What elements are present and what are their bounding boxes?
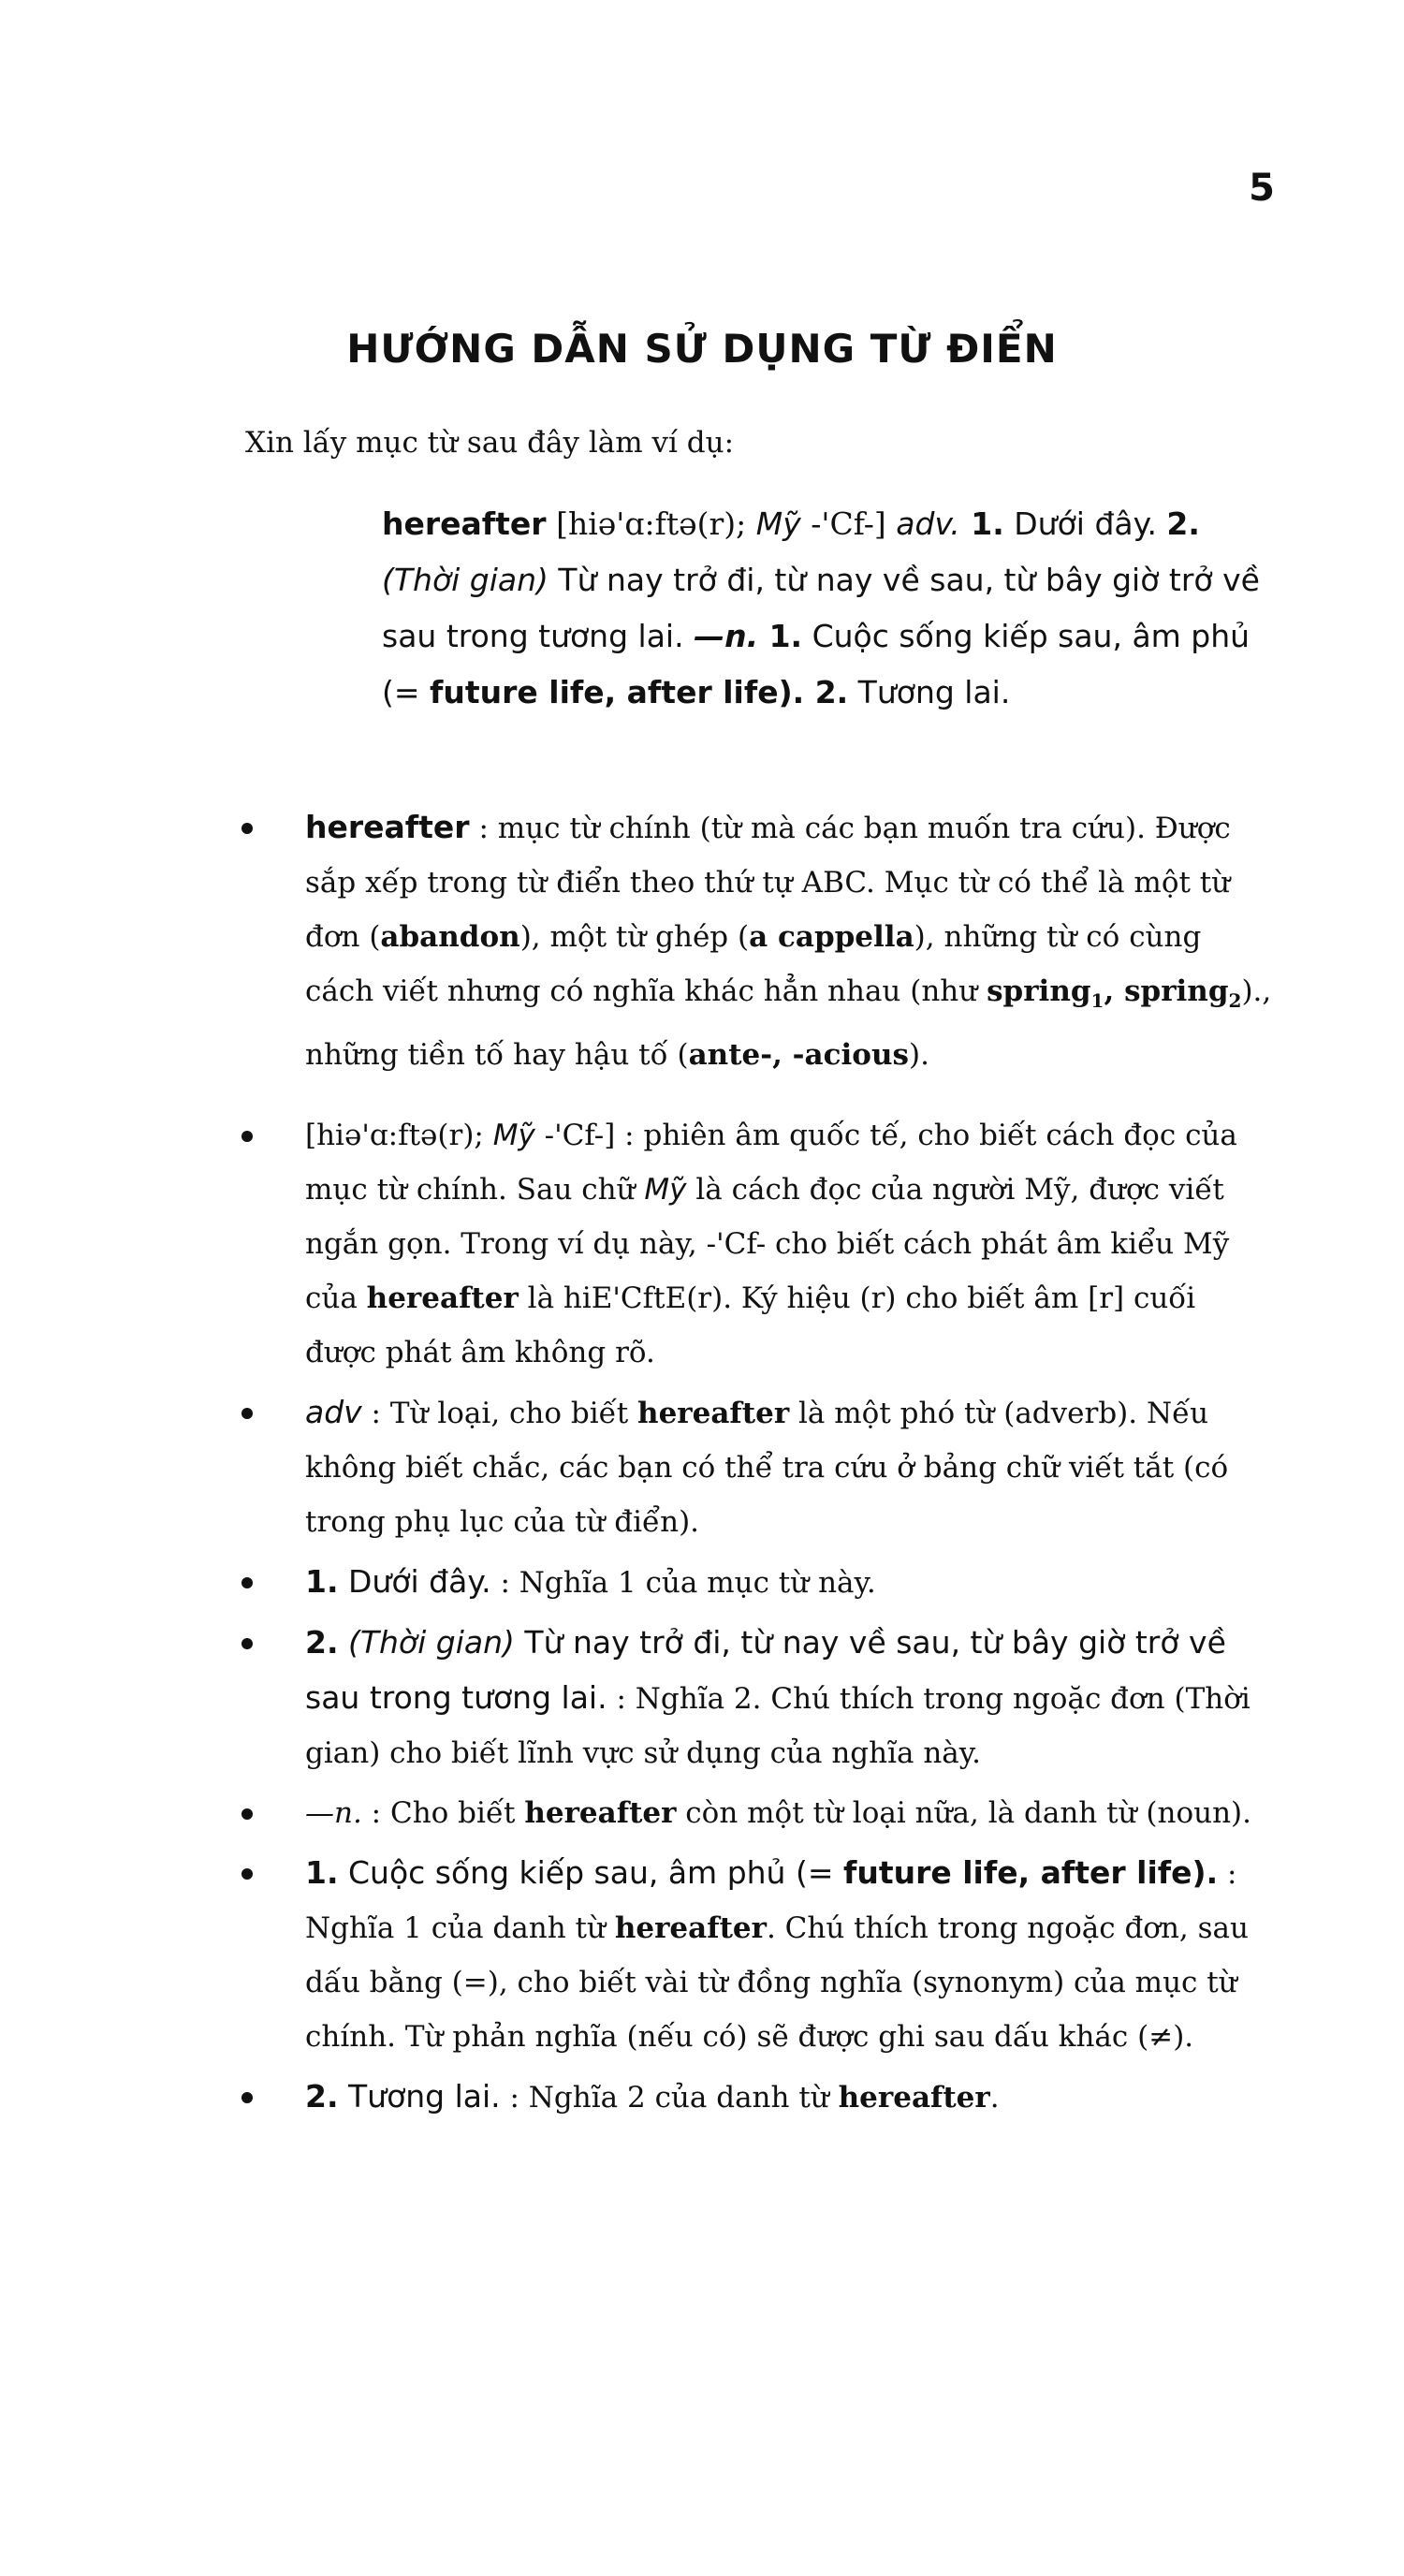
sample-noun-pos: —n. — [694, 618, 759, 654]
sample-pronunciation: [hiə'ɑ:ftə(r); — [546, 505, 756, 542]
sample-sense-2-text: Từ nay trở đi, từ nay về sau, từ bây giờ trở về sau trong tương lai. — [382, 562, 1260, 654]
note-text: , — [1104, 974, 1125, 1008]
note-text: còn một từ loại nữa, là danh từ (noun). — [676, 1796, 1251, 1831]
note-text: ), một từ ghép ( — [519, 920, 750, 954]
bullet-icon — [241, 1577, 253, 1588]
note-example: abandon — [380, 920, 520, 954]
note-headword — [215, 800, 1273, 1082]
note-label: [hiə'ɑ:ftə(r); — [305, 1119, 493, 1153]
page-number: 5 — [1249, 167, 1275, 210]
bullet-icon — [241, 2092, 253, 2103]
note-example: ante-, -acious — [688, 1038, 909, 1073]
explanation-list — [215, 800, 1273, 2130]
note-label: hereafter — [305, 809, 470, 845]
note-text: : mục từ chính (từ mà các bạn muốn tra cứu). Được sắp xếp trong từ điển theo thứ tự ABC. Mục từ có thể là một từ đơn ( — [305, 812, 1231, 954]
note-text: : Nghĩa 1 của mục từ này. — [490, 1566, 876, 1601]
note-text: : Từ loại, cho biết — [361, 1397, 638, 1431]
note-example: hereafter — [366, 1281, 519, 1316]
note-text: . — [989, 2081, 1000, 2115]
sample-noun-sense-1-text: Cuộc sống kiếp sau, âm phủ (= — [382, 618, 1250, 710]
note-noun — [215, 1786, 1273, 1840]
note-subscript: 1 — [1090, 989, 1104, 1013]
note-text: . Chú thích trong ngoặc đơn, sau dấu bằng (=), cho biết vài từ đồng nghĩa (synonym) của mục từ chính. Từ phản nghĩa (nếu có) sẽ được ghi sau dấu khác (≠). — [305, 1911, 1249, 2055]
bullet-icon — [241, 1638, 253, 1649]
note-text: : Nghĩa 2. Chú thích trong ngoặc đơn (Thời gian) cho biết lĩnh vực sử dụng của nghĩa này. — [305, 1682, 1250, 1771]
sample-noun-sense-1-close: ). — [778, 674, 815, 710]
bullet-icon — [241, 1131, 253, 1142]
note-label: Mỹ — [492, 1119, 535, 1153]
note-text: Mỹ — [644, 1173, 687, 1208]
note-example: hereafter — [637, 1397, 790, 1431]
intro-text: Xin lấy mục từ sau đây làm ví dụ: — [245, 426, 735, 460]
note-label: Từ nay trở đi, từ nay về sau, từ bây giờ trở về sau trong tương lai. — [305, 1624, 1226, 1717]
bullet-icon — [241, 1868, 253, 1880]
sample-sense-2-number: 2. — [1166, 505, 1200, 542]
note-text: ), những từ có cùng cách viết nhưng có nghĩa khác hẳn nhau (như — [305, 920, 1202, 1008]
sample-us-label: Mỹ — [755, 505, 801, 542]
note-text: : Cho biết — [361, 1796, 525, 1831]
note-example: hereafter — [614, 1911, 767, 1946]
note-subscript: 2 — [1228, 989, 1242, 1013]
note-example: hereafter — [838, 2081, 990, 2115]
sample-us-pronunciation: -'Cf-] — [800, 505, 897, 542]
note-example: spring — [1124, 974, 1229, 1008]
note-example: spring — [987, 974, 1091, 1008]
note-label: 1. — [305, 1563, 339, 1601]
note-label: 2. — [305, 1624, 339, 1661]
page-title: HƯỚNG DẪN SỬ DỤNG TỪ ĐIỂN — [346, 326, 1058, 372]
note-text: là một phó từ (adverb). Nếu không biết chắc, các bạn có thể tra cứu ở bảng chữ viết tắt (có trong phụ lục của từ điển). — [305, 1397, 1229, 1540]
sample-noun-sense-1-number: 1. — [758, 618, 803, 654]
bullet-icon — [241, 823, 253, 834]
note-label: Cuộc sống kiếp sau, âm phủ (= — [338, 1854, 843, 1892]
note-text: : Nghĩa 1 của danh từ — [305, 1857, 1237, 1946]
sample-headword: hereafter — [382, 505, 547, 542]
sample-sense-1-number: 1. — [959, 505, 1004, 542]
note-label: ). — [1192, 1854, 1219, 1892]
sample-sense-1-text: Dưới đây. — [1003, 505, 1167, 542]
note-text: : phiên âm quốc tế, cho biết cách đọc của mục từ chính. Sau chữ — [305, 1119, 1237, 1208]
note-text: là cách đọc của người Mỹ, được viết ngắn gọn. Trong ví dụ này, -'Cf- cho biết cách phát âm kiểu Mỹ của — [305, 1173, 1230, 1316]
sample-pos: adv. — [896, 505, 960, 542]
note-sense-1 — [215, 1555, 1273, 1610]
note-sense-2 — [215, 1616, 1273, 1780]
sample-noun-sense-1-synonyms: future life, after life — [430, 674, 779, 710]
sample-sense-2-field: (Thời gian) — [382, 562, 548, 598]
note-label: (Thời gian) — [338, 1624, 515, 1661]
note-noun-sense-2 — [215, 2070, 1273, 2125]
note-label: -'Cf-] — [534, 1119, 616, 1153]
note-text: ). — [908, 1038, 929, 1073]
sample-noun-sense-2-number: 2. — [814, 674, 849, 710]
note-label: adv — [305, 1394, 362, 1431]
note-example: a cappella — [749, 920, 914, 954]
note-label: 2. — [305, 2078, 339, 2115]
note-noun-sense-1 — [215, 1846, 1273, 2064]
bullet-icon — [241, 1408, 253, 1419]
note-pronunciation — [215, 1108, 1273, 1380]
note-label: future life, after life — [842, 1854, 1192, 1892]
sample-entry — [382, 496, 1280, 721]
note-example: hereafter — [524, 1796, 677, 1831]
note-label: Dưới đây. — [338, 1563, 491, 1601]
sample-noun-sense-2-text: Tương lai. — [848, 674, 1011, 710]
note-label: Tương lai. — [338, 2078, 501, 2115]
note-text: là hiE'CftE(r). Ký hiệu (r) cho biết âm [r] cuối được phát âm không rõ. — [305, 1281, 1196, 1370]
note-part-of-speech — [215, 1385, 1273, 1549]
note-label: 1. — [305, 1854, 339, 1892]
note-text: )., những tiền tố hay hậu tố ( — [305, 974, 1272, 1073]
note-text: : Nghĩa 2 của danh từ — [500, 2081, 839, 2115]
bullet-icon — [241, 1808, 253, 1820]
note-label: —n. — [305, 1796, 362, 1831]
